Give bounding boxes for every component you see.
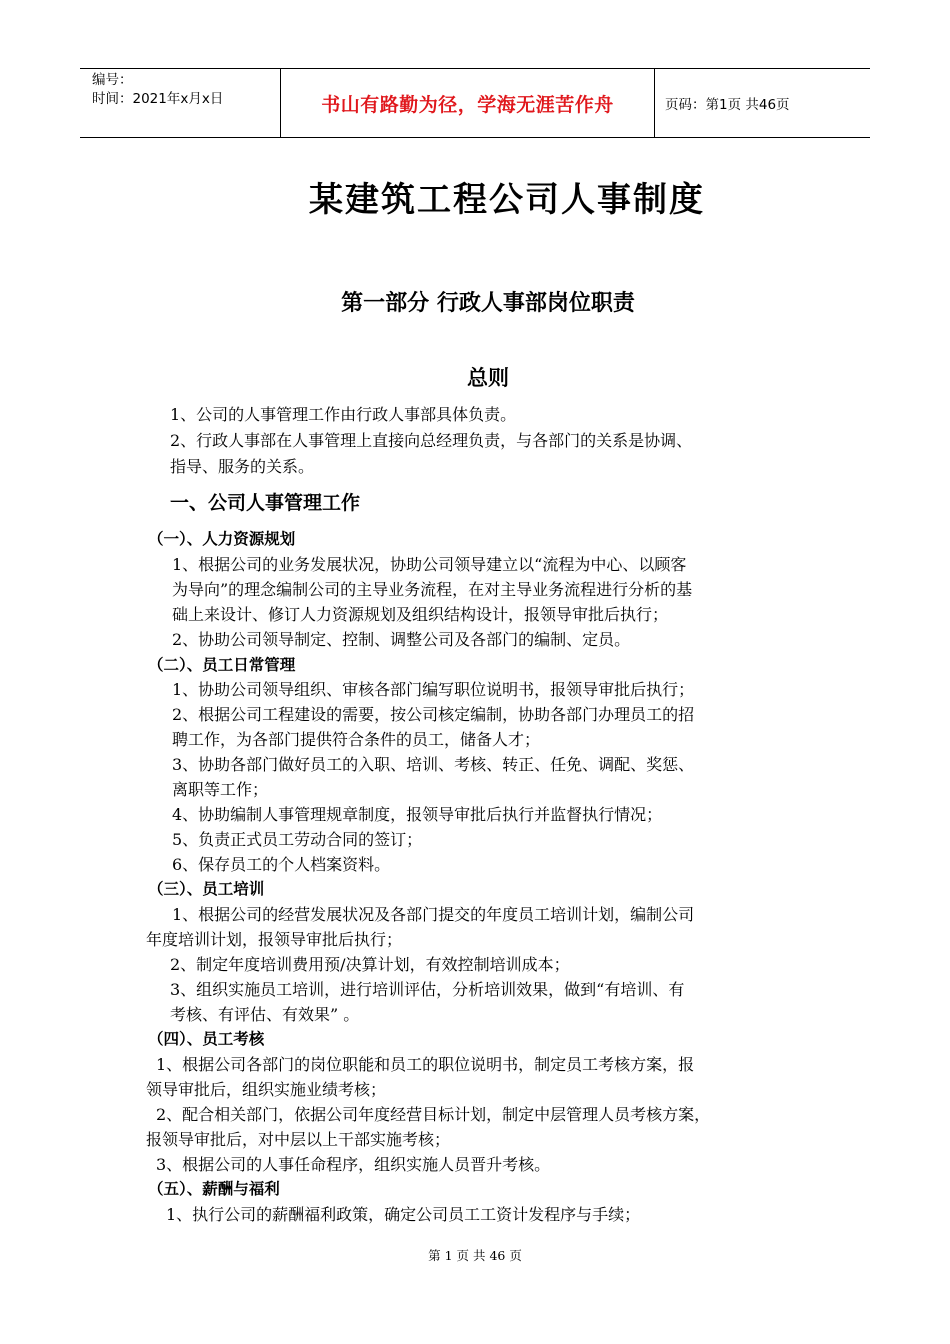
paragraph-line: 2、制定年度培训费用预/决算计划，有效控制培训成本； (170, 955, 570, 974)
paragraph-line: 离职等工作； (172, 780, 269, 799)
section-heading: 一、公司人事管理工作 (170, 492, 361, 514)
number-label: 编号： (92, 72, 133, 88)
paragraph-line: 1、根据公司各部门的岗位职能和员工的职位说明书，制定员工考核方案，报 (156, 1055, 695, 1074)
paragraph-line: 报领导审批后，对中层以上干部实施考核； (146, 1130, 451, 1149)
subsection-heading: （五）、薪酬与福利 (148, 1180, 280, 1198)
paragraph-line: 考核、有评估、有效果” 。 (170, 1005, 360, 1024)
header-meta (80, 69, 281, 137)
paragraph-line: 领导审批后，组织实施业绩考核； (146, 1080, 387, 1099)
paragraph-line: 年度培训计划，报领导审批后执行； (146, 930, 403, 949)
document-title: 某建筑工程公司人事制度 (309, 180, 705, 220)
subsection-heading: （四）、员工考核 (148, 1030, 265, 1048)
paragraph-line: 3、组织实施员工培训，进行培训评估，分析培训效果，做到“有培训、有 (170, 980, 685, 999)
paragraph-line: 1、执行公司的薪酬福利政策，确定公司员工工资计发程序与手续； (166, 1205, 641, 1224)
paragraph-line: 聘工作，为各部门提供符合条件的员工，储备人才； (172, 730, 541, 749)
paragraph-line: 为导向”的理念编制公司的主导业务流程，在对主导业务流程进行分析的基 (172, 580, 693, 599)
general-item: 2、行政人事部在人事管理上直接向总经理负责，与各部门的关系是协调、 (170, 431, 693, 450)
general-item: 1、公司的人事管理工作由行政人事部具体负责。 (170, 405, 517, 424)
paragraph-line: 2、根据公司工程建设的需要，按公司核定编制，协助各部门办理员工的招 (172, 705, 695, 724)
paragraph-line: 3、根据公司的人事任命程序，组织实施人员晋升考核。 (156, 1155, 551, 1174)
document-header (80, 68, 870, 138)
paragraph-line: 础上来设计、修订人力资源规划及组织结构设计，报领导审批后执行； (172, 605, 669, 624)
part-title: 第一部分 行政人事部岗位职责 (341, 291, 635, 316)
general-heading: 总则 (467, 366, 509, 390)
paragraph-line: 1、根据公司的经营发展状况及各部门提交的年度员工培训计划，编制公司 (172, 905, 695, 924)
subsection-heading: （一）、人力资源规划 (148, 530, 296, 548)
paragraph-line: 4、协助编制人事管理规章制度，报领导审批后执行并监督执行情况； (172, 805, 663, 824)
general-item: 指导、服务的关系。 (170, 457, 315, 476)
paragraph-line: 5、负责正式员工劳动合同的签订； (172, 830, 423, 849)
subsection-heading: （二）、员工日常管理 (148, 656, 296, 674)
paragraph-line: 1、根据公司的业务发展状况，协助公司领导建立以“流程为中心、以顾客 (172, 555, 687, 574)
paragraph-line: 6、保存员工的个人档案资料。 (172, 855, 391, 874)
paragraph-line: 2、配合相关部门，依据公司年度经营目标计划，制定中层管理人员考核方案， (156, 1105, 711, 1124)
header-motto: 书山有路勤为径，学海无涯苦作舟 (281, 69, 655, 137)
subsection-heading: （三）、员工培训 (148, 880, 265, 898)
paragraph-line: 1、协助公司领导组织、审核各部门编写职位说明书，报领导审批后执行； (172, 680, 695, 699)
paragraph-line: 2、协助公司领导制定、控制、调整公司及各部门的编制、定员。 (172, 630, 631, 649)
page-footer: 第 1 页 共 46 页 (428, 1248, 522, 1263)
header-page-info: 页码：第1页 共46页 (665, 97, 790, 113)
time-label: 时间：2021年x月x日 (92, 91, 224, 107)
paragraph-line: 3、协助各部门做好员工的入职、培训、考核、转正、任免、调配、奖惩、 (172, 755, 695, 774)
